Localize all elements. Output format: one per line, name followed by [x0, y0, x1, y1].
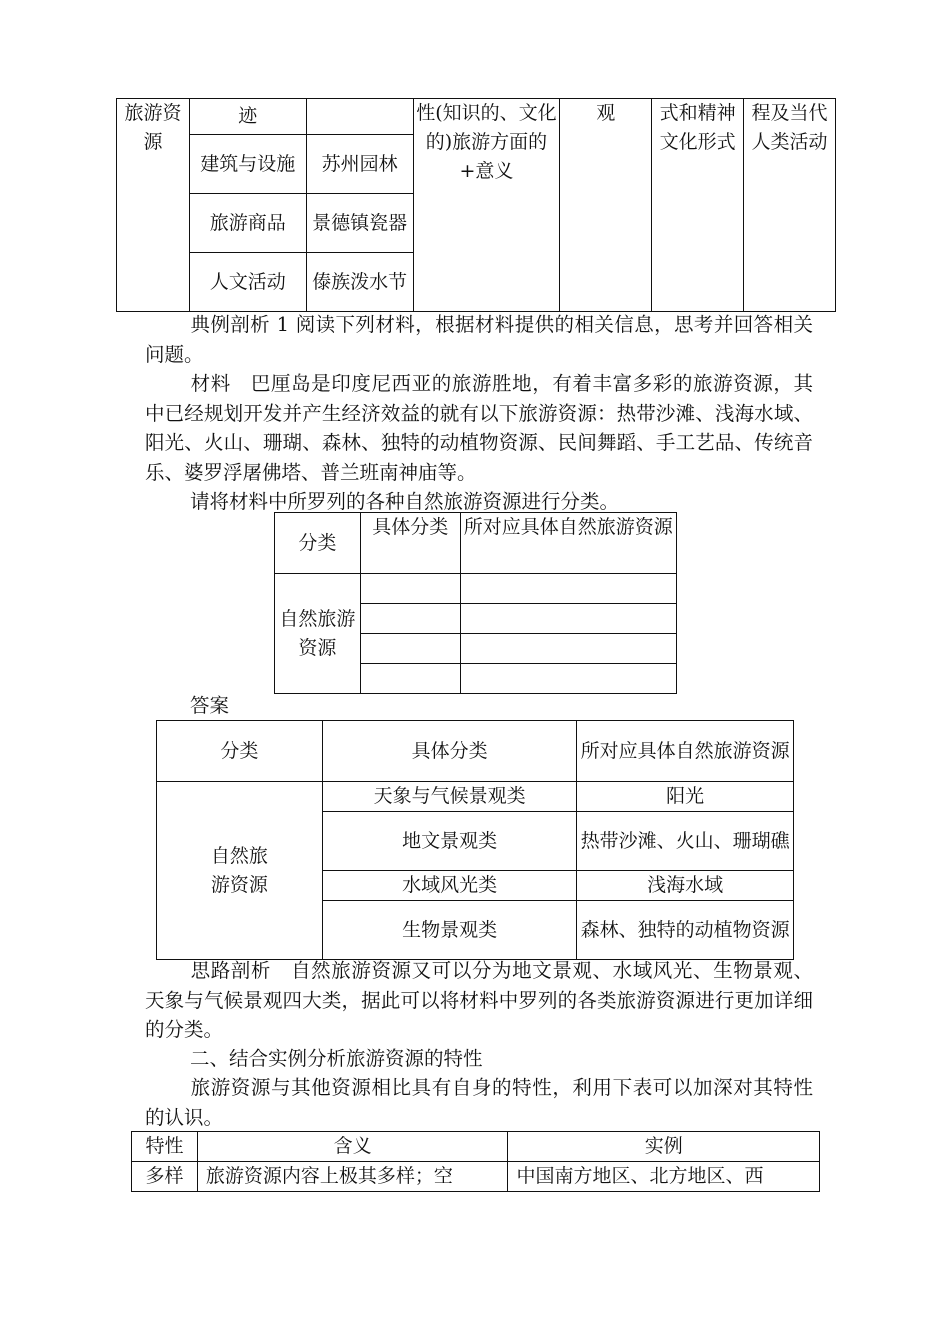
analysis-paragraph: 思路剖析 自然旅游资源又可以分为地文景观、水域风光、生物景观、天象与气候景观四大类，据此可以将材料中罗列的各类旅游资源进行更加详细的分类。	[145, 959, 813, 1041]
answer-header-category: 分类	[157, 721, 323, 782]
answer-header-resources: 所对应具体自然旅游资源	[577, 721, 794, 782]
blank-cell	[460, 634, 676, 664]
blank-header-category: 分类	[275, 513, 361, 574]
section-two-intro: 旅游资源与其他资源相比具有自身的特性，利用下表可以加深对其特性的认识。	[145, 1076, 813, 1129]
blank-cell	[360, 604, 460, 634]
blank-header-type: 具体分类	[360, 513, 460, 574]
blank-cell	[460, 604, 676, 634]
top-item-example	[306, 99, 413, 135]
top-view-cell: 观	[560, 99, 652, 312]
top-item-name: 旅游商品	[189, 194, 306, 253]
top-item-example: 苏州园林	[306, 135, 413, 194]
traits-meaning-cell: 旅游资源内容上极其多样；空	[197, 1162, 508, 1192]
example-question: 请将材料中所罗列的各种自然旅游资源进行分类。	[190, 490, 620, 513]
blank-header-resources: 所对应具体自然旅游资源	[460, 513, 676, 574]
answer-type-cell: 水域风光类	[322, 871, 577, 901]
traits-example-cell: 中国南方地区、北方地区、西	[508, 1162, 820, 1192]
traits-header-example: 实例	[508, 1132, 820, 1162]
blank-category-cell: 自然旅游资源	[275, 574, 361, 694]
example-heading: 典例剖析 1 阅读下列材料，根据材料提供的相关信息，思考并回答相关问题。	[145, 313, 813, 366]
blank-cell	[460, 664, 676, 694]
top-continuation-table	[116, 98, 836, 312]
blank-cell	[360, 634, 460, 664]
top-item-name: 建筑与设施	[189, 135, 306, 194]
top-item-example: 傣族泼水节	[306, 253, 413, 312]
answer-resources-cell: 森林、独特的动植物资源	[577, 901, 794, 960]
answer-resources-cell: 浅海水域	[577, 871, 794, 901]
answer-resources-cell: 热带沙滩、火山、珊瑚礁	[577, 812, 794, 871]
answer-type-cell: 地文景观类	[322, 812, 577, 871]
top-category-cell: 旅游资源	[117, 99, 190, 312]
answer-header-type: 具体分类	[322, 721, 577, 782]
answer-type-cell: 天象与气候景观类	[322, 782, 577, 812]
top-item-name: 人文活动	[189, 253, 306, 312]
traits-table	[131, 1131, 820, 1192]
blank-cell	[360, 664, 460, 694]
top-item-example: 景德镇瓷器	[306, 194, 413, 253]
top-item-name: 迹	[189, 99, 306, 135]
blank-cell	[460, 574, 676, 604]
answer-table	[156, 720, 794, 960]
top-process-cell: 程及当代人类活动	[744, 99, 836, 312]
answer-category-cell: 自然旅游资源	[157, 782, 323, 960]
traits-header-trait: 特性	[132, 1132, 198, 1162]
answer-label: 答案	[190, 694, 230, 717]
blank-classification-table	[274, 512, 677, 694]
section-two-title: 二、结合实例分析旅游资源的特性	[190, 1047, 483, 1070]
blank-cell	[360, 574, 460, 604]
top-form-cell: 式和精神文化形式	[652, 99, 744, 312]
example-material: 材料 巴厘岛是印度尼西亚的旅游胜地，有着丰富多彩的旅游资源，其中已经规划开发并产生经济效益的就有以下旅游资源：热带沙滩、浅海水域、阳光、火山、珊瑚、森林、独特的动植物资源、民间舞蹈、手工艺品、传统音乐、婆罗浮屠佛塔、普兰班南神庙等。	[145, 372, 813, 484]
traits-trait-cell: 多样	[132, 1162, 198, 1192]
answer-resources-cell: 阳光	[577, 782, 794, 812]
traits-header-meaning: 含义	[197, 1132, 508, 1162]
answer-type-cell: 生物景观类	[322, 901, 577, 960]
top-meaning-cell: 性(知识的、文化的)旅游方面的+意义	[413, 99, 560, 312]
